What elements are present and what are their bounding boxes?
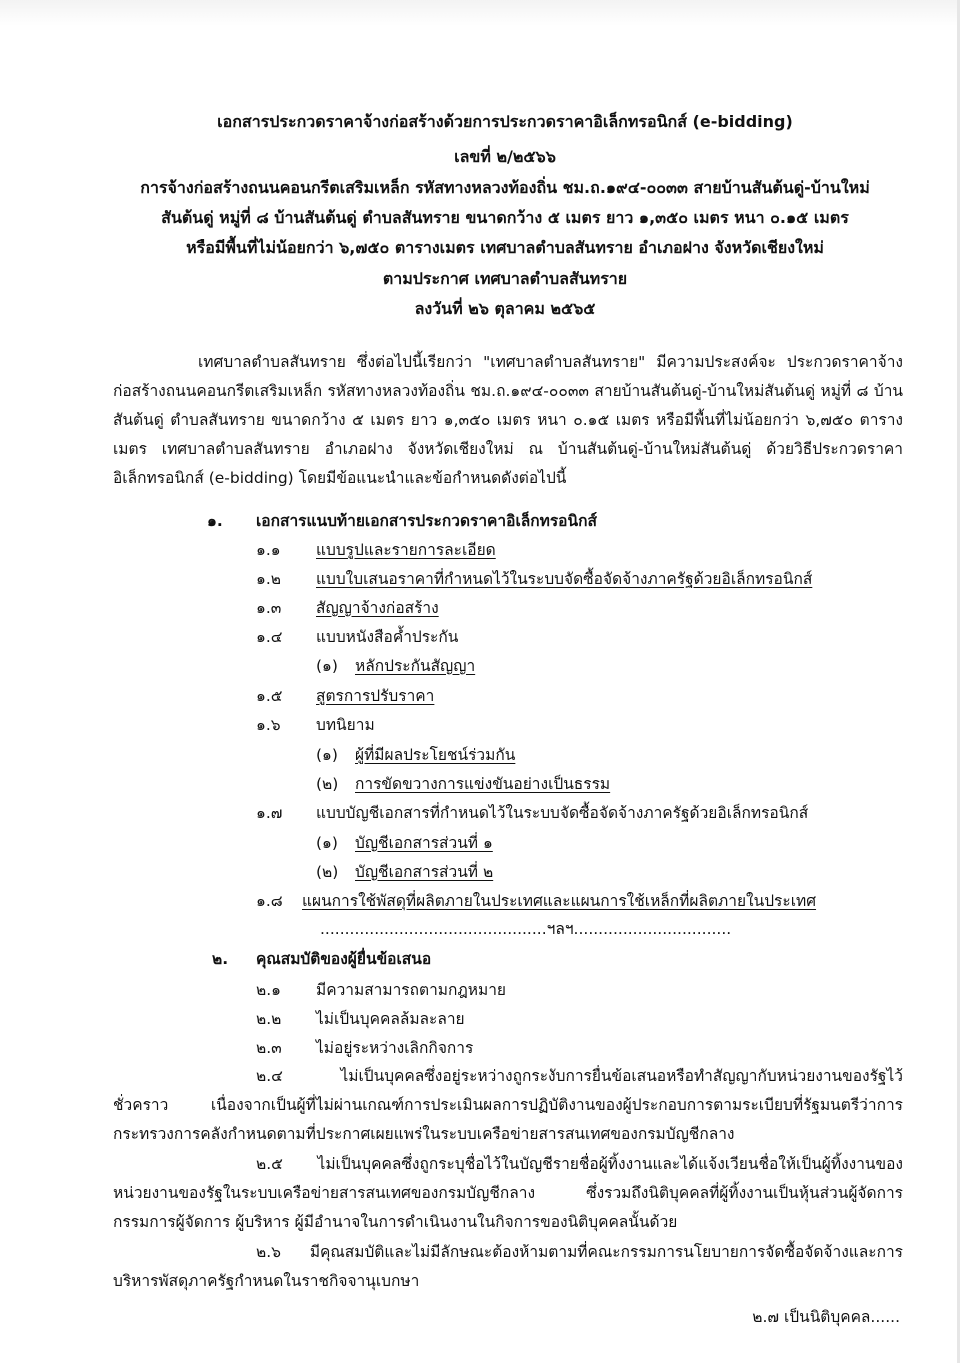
item-1-5-link[interactable]: สูตรการปรับราคา xyxy=(316,687,435,705)
item-1-6-label: บทนิยาม xyxy=(316,716,375,734)
item-1-8-number: ๑.๘ xyxy=(256,892,283,910)
item-2-5-paragraph xyxy=(113,1150,903,1237)
item-1-7-2-link[interactable]: บัญชีเอกสารส่วนที่ ๒ xyxy=(355,863,494,881)
item-2-2-text: ไม่เป็นบุคคลล้มละลาย xyxy=(316,1010,465,1028)
item-2-5-text: ไม่เป็นบุคคลซึ่งถูกระบุชื่อไว้ในบัญชีรายชื่อผู้ทิ้งงานและได้แจ้งเวียนชื่อให้เป็นผู้ทิ้งงานของหน่วยงานของรัฐในระบบเครือข่ายสารสนเทศของกรมบัญชีกลาง ซึ่งรวมถึงนิติบุคคลที่ผู้ทิ้งงานเป็นหุ้นส่วนผู้จัดการ กรรมการผู้จัดการ ผู้บริหาร ผู้มีอำนาจในการดำเนินงานในกิจการของนิติบุคคลนั้นด้วย xyxy=(113,1155,903,1231)
item-1-1-link[interactable]: แบบรูปและรายการละเอียด xyxy=(316,541,496,559)
item-1-7-1-link[interactable]: บัญชีเอกสารส่วนที่ ๑ xyxy=(355,834,493,852)
continuation-note: ๒.๗ เป็นนิติบุคคล...... xyxy=(752,1308,900,1326)
item-1-2-number: ๑.๒ xyxy=(256,570,281,588)
item-1-6-2-number: (๒) xyxy=(316,775,339,793)
scan-top-edge xyxy=(0,0,960,26)
item-1-3-number: ๑.๓ xyxy=(256,599,282,617)
item-1-8-link[interactable]: แผนการใช้พัสดุที่ผลิตภายในประเทศและแผนการใช้เหล็กที่ผลิตภายในประเทศ xyxy=(302,892,817,910)
item-1-4-1-number: (๑) xyxy=(316,657,338,675)
item-1-6-1-link[interactable]: ผู้ที่มีผลประโยชน์ร่วมกัน xyxy=(355,746,516,764)
item-1-4-1-link[interactable]: หลักประกันสัญญา xyxy=(355,657,476,675)
item-1-2-link[interactable]: แบบใบเสนอราคาที่กำหนดไว้ในระบบจัดซื้อจัดจ้างภาครัฐด้วยอิเล็กทรอนิกส์ xyxy=(316,570,813,588)
item-1-5-number: ๑.๕ xyxy=(256,687,283,705)
doc-number: เลขที่ ๒/๒๕๖๖ xyxy=(454,147,556,166)
doc-subject-line-1: การจ้างก่อสร้างถนนคอนกรีตเสริมเหล็ก รหัสทางหลวงท้องถิ่น ชม.ถ.๑๙๔-๐๐๓๓ สายบ้านสันต้นดู่-บ้านใหม่ xyxy=(140,178,870,197)
doc-date: ลงวันที่ ๒๖ ตุลาคม ๒๕๖๕ xyxy=(414,299,596,318)
item-2-6-text: มีคุณสมบัติและไม่มีลักษณะต้องห้ามตามที่คณะกรรมการนโยบายการจัดซื้อจัดจ้างและการบริหารพัสดุภาครัฐกำหนดในราชกิจจานุเบกษา xyxy=(113,1243,903,1290)
doc-subject-line-2: สันต้นดู่ หมู่ที่ ๘ บ้านสันต้นดู่ ตำบลสันทราย ขนาดกว้าง ๕ เมตร ยาว ๑,๓๕๐ เมตร หนา ๐.๑๕ เมตร xyxy=(161,208,849,227)
section-1-number: ๑. xyxy=(207,512,223,530)
item-2-6-paragraph xyxy=(113,1238,903,1296)
item-2-1-number: ๒.๑ xyxy=(256,981,281,999)
item-1-7-1-number: (๑) xyxy=(316,834,338,852)
item-2-4-text: ไม่เป็นบุคคลซึ่งอยู่ระหว่างถูกระงับการยื่นข้อเสนอหรือทำสัญญากับหน่วยงานของรัฐไว้ชั่วคราว เนื่องจากเป็นผู้ที่ไม่ผ่านเกณฑ์การประเมินผลการปฏิบัติงานของผู้ประกอบการตามระเบียบที่รัฐมนตรีว่าการกระทรวงการคลังกำหนดตามที่ประกาศเผยแพร่ในระบบเครือข่ายสารสนเทศของกรมบัญชีกลาง xyxy=(113,1067,903,1143)
item-1-7-2-number: (๒) xyxy=(316,863,339,881)
item-1-7-label: แบบบัญชีเอกสารที่กำหนดไว้ในระบบจัดซื้อจัดจ้างภาครัฐด้วยอิเล็กทรอนิกส์ xyxy=(316,804,809,822)
section-1-heading: เอกสารแนบท้ายเอกสารประกวดราคาอิเล็กทรอนิกส์ xyxy=(256,512,597,530)
etc-line: ..............................................ฯลฯ................................ xyxy=(320,920,732,938)
item-1-6-number: ๑.๖ xyxy=(256,716,281,734)
doc-subject-line-3: หรือมีพื้นที่ไม่น้อยกว่า ๖,๗๕๐ ตารางเมตร เทศบาลตำบลสันทราย อำเภอฝาง จังหวัดเชียงใหม่ xyxy=(186,238,824,257)
item-2-2-number: ๒.๒ xyxy=(256,1010,282,1028)
doc-announcement: ตามประกาศ เทศบาลตำบลสันทราย xyxy=(382,269,628,288)
item-2-4-paragraph xyxy=(113,1062,903,1149)
item-1-7-number: ๑.๗ xyxy=(256,804,283,822)
item-1-6-1-number: (๑) xyxy=(316,746,338,764)
item-2-4-number: ๒.๔ xyxy=(256,1067,283,1085)
section-2-number: ๒. xyxy=(212,950,229,968)
item-1-6-2-link[interactable]: การขัดขวางการแข่งขันอย่างเป็นธรรม xyxy=(355,775,611,793)
section-2-heading: คุณสมบัติของผู้ยื่นข้อเสนอ xyxy=(256,950,432,968)
item-2-3-text: ไม่อยู่ระหว่างเลิกกิจการ xyxy=(316,1039,474,1057)
item-1-4-label: แบบหนังสือค้ำประกัน xyxy=(316,628,459,646)
item-2-5-number: ๒.๕ xyxy=(256,1155,283,1173)
item-2-1-text: มีความสามารถตามกฎหมาย xyxy=(316,981,507,999)
item-1-1-number: ๑.๑ xyxy=(256,541,281,559)
item-2-6-number: ๒.๖ xyxy=(256,1243,281,1261)
item-2-3-number: ๒.๓ xyxy=(256,1039,282,1057)
item-1-3-link[interactable]: สัญญาจ้างก่อสร้าง xyxy=(316,599,439,617)
doc-title: เอกสารประกวดราคาจ้างก่อสร้างด้วยการประกวดราคาอิเล็กทรอนิกส์ (e-bidding) xyxy=(217,112,793,131)
intro-text: เทศบาลตำบลสันทราย ซึ่งต่อไปนี้เรียกว่า "เทศบาลตำบลสันทราย" มีความประสงค์จะ ประกวดราคาจ้างก่อสร้างถนนคอนกรีตเสริมเหล็ก รหัสทางหลวงท้องถิ่น ชม.ถ.๑๙๔-๐๐๓๓ สายบ้านสันต้นดู่-บ้านใหม่สันต้นดู่ หมู่ที่ ๘ บ้านสันต้นดู่ ตำบลสันทราย ขนาดกว้าง ๕ เมตร ยาว ๑,๓๕๐ เมตร หนา ๐.๑๕ เมตร หรือมีพื้นที่ไม่น้อยกว่า ๖,๗๕๐ ตารางเมตร เทศบาลตำบลสันทราย อำเภอฝาง จังหวัดเชียงใหม่ ณ บ้านสันต้นดู่-บ้านใหม่สันต้นดู่ ด้วยวิธีประกวดราคาอิเล็กทรอนิกส์ (e-bidding) โดยมีข้อแนะนำและข้อกำหนดดังต่อไปนี้ xyxy=(113,353,903,487)
item-1-4-number: ๑.๔ xyxy=(256,628,283,646)
intro-paragraph xyxy=(113,348,903,493)
